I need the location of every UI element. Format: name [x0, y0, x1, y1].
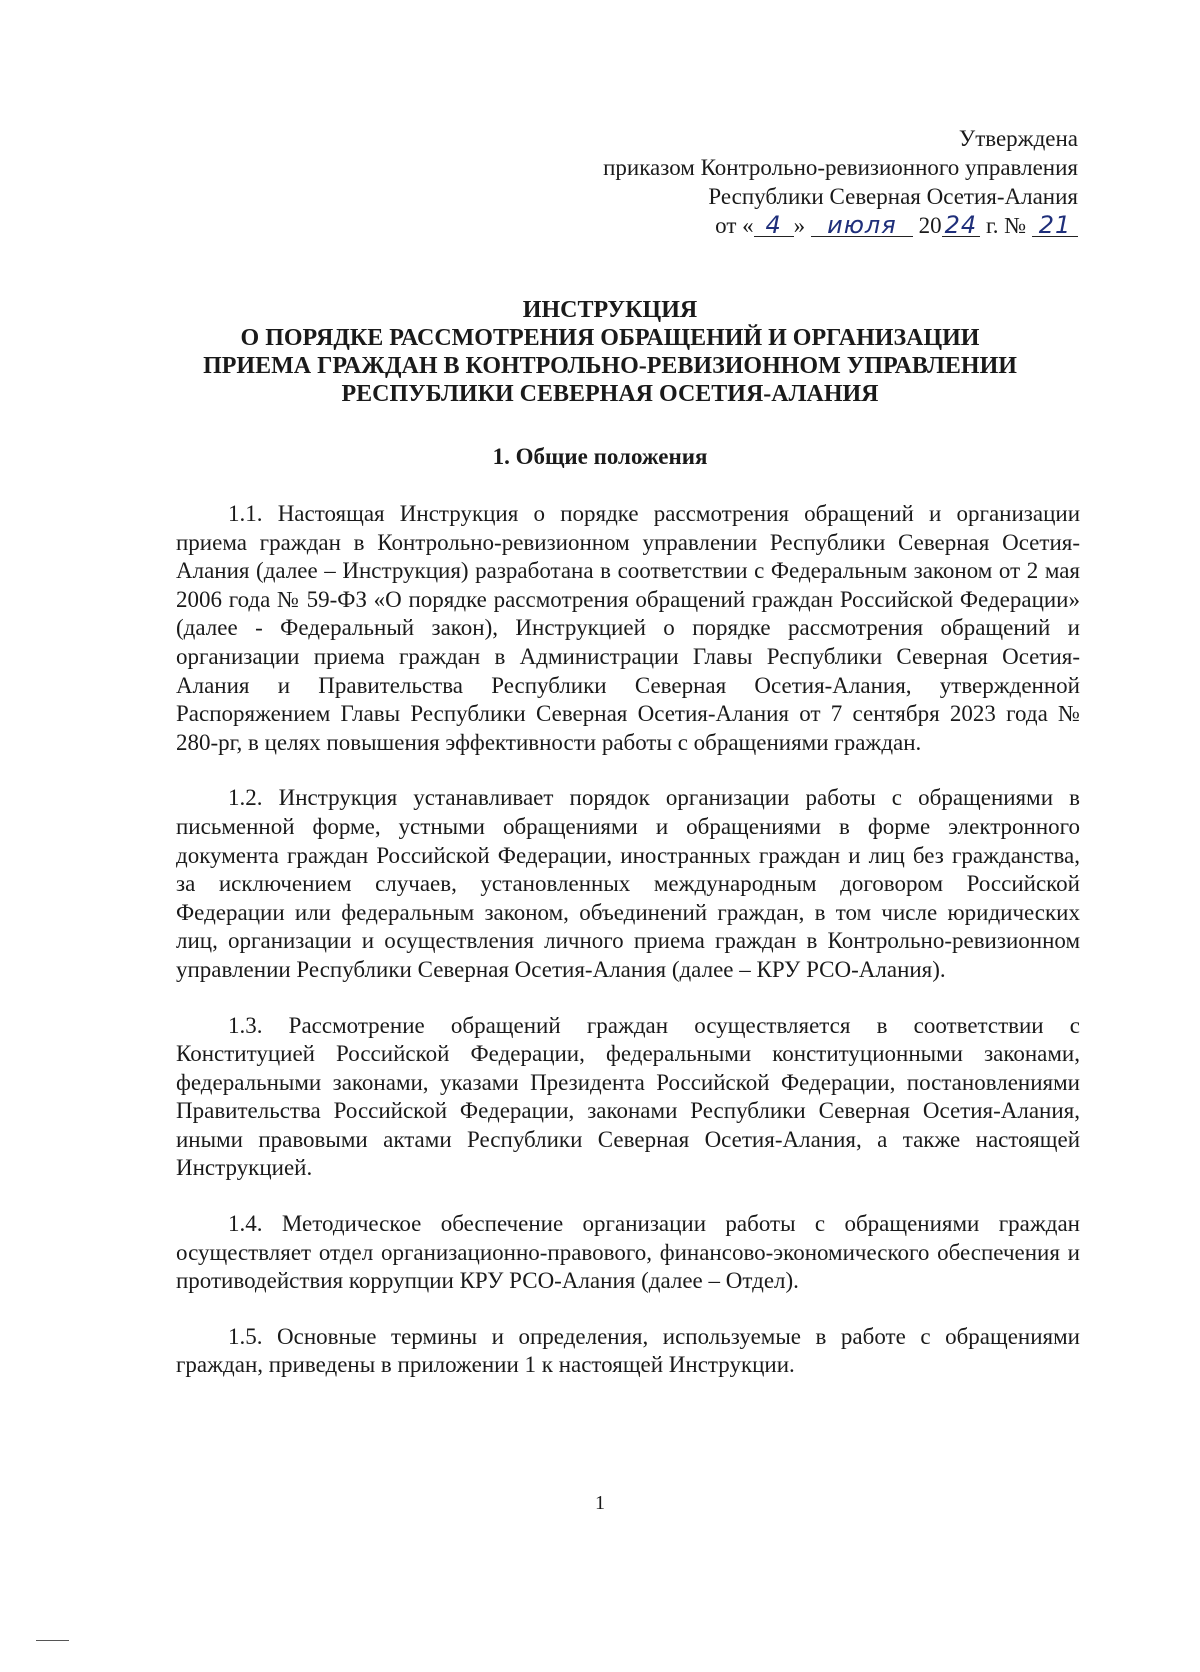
paragraph-1-1: 1.1. Настоящая Инструкция о порядке рассмотрения обращений и организации приема граждан в Контрольно-ревизионном управлении Республики Северная Осетия-Алания (далее – Инструкция) разработана в соответствии с Федеральным законом от 2 мая 2006 года № 59-ФЗ «О порядке рассмотрения обращений граждан Российской Федерации» (далее - Федеральный закон), Инструкцией о порядке рассмотрения обращений и организации приема граждан в Администрации Главы Республики Северная Осетия-Алания и Правительства Республики Северная Осетия-Алания, утвержденной Распоряжением Главы Республики Северная Осетия-Алания от 7 сентября 2023 года № 280-рг, в целях повышения эффективности работы с обращениями граждан.: [176, 501, 1080, 755]
paragraph-1-4: 1.4. Методическое обеспечение организации работы с обращениями граждан осуществляет отдел организационно-правового, финансово-экономического обеспечения и противодействия коррупции КРУ РСО-Алания (далее – Отдел).: [176, 1211, 1080, 1294]
document-title: [160, 296, 1060, 408]
document-body: [176, 500, 1080, 1407]
handwritten-month: июля: [811, 214, 913, 237]
scan-margin-mark: [36, 1640, 69, 1641]
date-day-close: »: [793, 213, 806, 238]
handwritten-year-suffix: 24: [942, 214, 981, 237]
section-heading: 1. Общие положения: [492, 444, 708, 469]
title-line-2: О ПОРЯДКЕ РАССМОТРЕНИЯ ОБРАЩЕНИЙ И ОРГАНИЗАЦИИ: [240, 325, 980, 351]
handwritten-order-number: 21: [1032, 214, 1078, 237]
title-line-1: ИНСТРУКЦИЯ: [522, 297, 698, 323]
approval-date-line: [603, 211, 1078, 240]
handwritten-day: 4: [754, 214, 794, 237]
approval-line-approved: Утверждена: [958, 126, 1078, 151]
title-line-4: РЕСПУБЛИКИ СЕВЕРНАЯ ОСЕТИЯ-АЛАНИЯ: [341, 381, 879, 407]
paragraph-1-5: 1.5. Основные термины и определения, используемые в работе с обращениями граждан, приведены в приложении 1 к настоящей Инструкции.: [176, 1323, 1080, 1378]
paragraph-1-3: 1.3. Рассмотрение обращений граждан осуществляется в соответствии с Конституцией Российской Федерации, федеральными конституционными законами, федеральными законами, указами Президента Российской Федерации, постановлениями Правительства Российской Федерации, законами Республики Северная Осетия-Алания, иными правовыми актами Республики Северная Осетия-Алания, а также настоящей Инструкцией.: [176, 1012, 1080, 1181]
approval-stamp-block: [603, 124, 1078, 240]
approval-line-republic: Республики Северная Осетия-Алания: [708, 184, 1078, 209]
date-prefix: от «: [715, 213, 754, 238]
approval-line-order: приказом Контрольно-ревизионного управления: [603, 155, 1078, 180]
title-line-3: ПРИЕМА ГРАЖДАН В КОНТРОЛЬНО-РЕВИЗИОННОМ УПРАВЛЕНИИ: [203, 353, 1017, 379]
number-label: г. №: [985, 213, 1027, 238]
paragraph-1-2: 1.2. Инструкция устанавливает порядок организации работы с обращениями в письменной форме, устными обращениями и обращениями в форме электронного документа граждан Российской Федерации, иностранных граждан и лиц без гражданства, за исключением случаев, установленных международным договором Российской Федерации или федеральным законом, объединений граждан, в том числе юридических лиц, организации и осуществления личного приема граждан в Контрольно-ревизионном управлении Республики Северная Осетия-Алания (далее – КРУ РСО-Алания).: [176, 785, 1080, 982]
page-number: 1: [595, 1492, 605, 1514]
year-prefix: 20: [918, 213, 942, 238]
